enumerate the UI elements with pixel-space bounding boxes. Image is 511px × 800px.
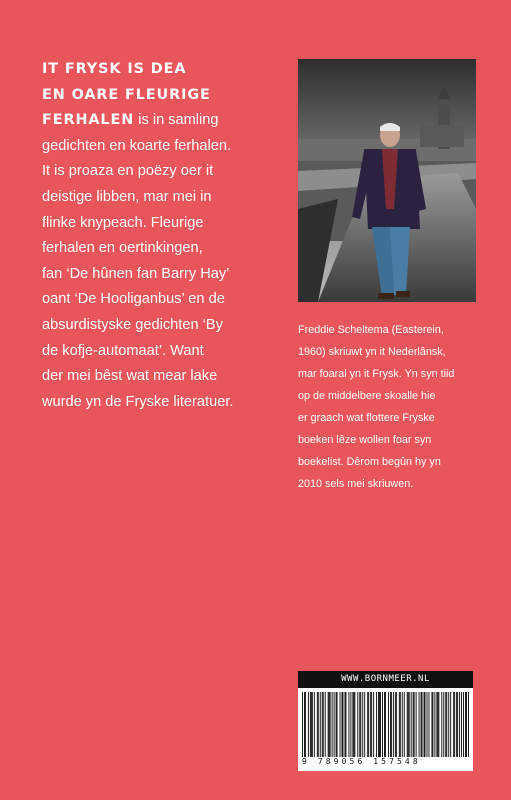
barcode-bar — [345, 692, 346, 757]
barcode-bar — [407, 692, 408, 757]
barcode-bar — [382, 692, 383, 757]
barcode-bar — [368, 692, 369, 757]
barcode-bar — [454, 692, 455, 757]
barcode-bar — [404, 692, 405, 757]
blurb-line: ferhalen en oertinkingen, — [42, 240, 203, 257]
blurb-line: wurde yn de Fryske literatuer. — [42, 393, 234, 410]
barcode-bar — [466, 692, 467, 757]
barcode-bar — [413, 692, 414, 757]
barcode-bar — [446, 692, 447, 757]
barcode-bar — [322, 692, 323, 757]
barcode-bar — [348, 692, 349, 757]
barcode-bar — [465, 692, 466, 757]
barcode-bar — [308, 692, 309, 757]
bio-line: boekelist. Dêrom begûn hy yn — [298, 456, 441, 468]
barcode-bar — [353, 692, 354, 757]
barcode-bar — [434, 692, 435, 757]
isbn-digits: 9 789056 157548 — [302, 757, 421, 766]
isbn-barcode — [302, 692, 469, 757]
blurb-line: It is proaza en poëzy oer it — [42, 163, 214, 180]
author-photo — [298, 59, 476, 302]
barcode-bar — [337, 692, 338, 757]
barcode-bar — [396, 692, 397, 757]
blurb-line: gedichten en koarte ferhalen. — [42, 137, 232, 154]
barcode-bar — [302, 692, 303, 757]
barcode-bar — [362, 692, 363, 757]
barcode-bar — [350, 692, 351, 757]
bio-line: mar foaral yn it Frysk. Yn syn tiid — [298, 368, 455, 380]
barcode-bar — [421, 692, 422, 757]
barcode-bar — [395, 692, 396, 757]
barcode-bar — [456, 692, 457, 757]
bio-line: op de middelbere skoalle hie — [298, 390, 436, 402]
blurb-line: is in samling — [134, 112, 219, 129]
publisher-url: WWW.BORNMEER.NL — [298, 671, 473, 688]
blurb-line: deistige libben, mar mei in — [42, 188, 212, 205]
blurb-line: der mei bêst wat mear lake — [42, 368, 218, 385]
barcode-bar — [378, 692, 379, 757]
barcode-bar — [352, 692, 353, 757]
barcode-bar — [438, 692, 439, 757]
blurb-title-line-3-row — [42, 108, 274, 134]
barcode-bar — [359, 692, 360, 757]
barcode-bar — [379, 692, 380, 757]
barcode-bar — [409, 692, 410, 757]
blurb-line: de kofje-automaat’. Want — [42, 342, 204, 359]
blurb-line: flinke knypeach. Fleurige — [42, 214, 204, 231]
barcode-bar — [340, 692, 341, 757]
barcode-bar — [314, 692, 315, 757]
barcode-bar — [320, 692, 321, 757]
barcode-bar — [425, 692, 426, 757]
blurb-line: oant ‘De Hooliganbus’ en de — [42, 291, 225, 308]
barcode-bar — [402, 692, 403, 757]
barcode-bar — [424, 692, 425, 757]
back-cover-blurb — [42, 57, 274, 415]
bio-line: Freddie Scheltema (Easterein, — [298, 324, 444, 336]
barcode-bar — [354, 692, 355, 757]
barcode-bar — [344, 692, 345, 757]
barcode-bar — [408, 692, 409, 757]
barcode-bar — [393, 692, 394, 757]
barcode-bar — [373, 692, 374, 757]
blurb-line: fan ‘De hûnen fan Barry Hay’ — [42, 265, 230, 282]
barcode-bar — [431, 692, 432, 757]
barcode-bar — [367, 692, 368, 757]
barcode-bar — [463, 692, 464, 757]
barcode-bar — [419, 692, 420, 757]
barcode-bar — [445, 692, 446, 757]
barcode-bar — [437, 692, 438, 757]
isbn-barcode-block — [298, 671, 473, 771]
barcode-bar — [334, 692, 335, 757]
barcode-bar — [432, 692, 433, 757]
barcode-bar — [443, 692, 444, 757]
barcode-bar — [311, 692, 312, 757]
barcode-bar — [336, 692, 337, 757]
barcode-bar — [441, 692, 442, 757]
barcode-bar — [459, 692, 460, 757]
barcode-bar — [332, 692, 333, 757]
barcode-bar — [390, 692, 391, 757]
barcode-bar — [411, 692, 412, 757]
barcode-bar — [399, 692, 400, 757]
barcode-bar — [436, 692, 437, 757]
barcode-bar — [304, 692, 305, 757]
barcode-bar — [328, 692, 329, 757]
bio-line: boeken lêze wollen foar syn — [298, 434, 432, 446]
blurb-title-line-1: IT FRYSK IS DEA — [42, 61, 187, 77]
barcode-bar — [416, 692, 417, 757]
bio-line: 2010 sels mei skriuwen. — [298, 478, 414, 490]
bio-line: er graach wat flottere Fryske — [298, 412, 435, 424]
barcode-bar — [318, 692, 319, 757]
barcode-bar — [357, 692, 358, 757]
barcode-bar — [317, 692, 318, 757]
barcode-bar — [371, 692, 372, 757]
barcode-bar — [461, 692, 462, 757]
barcode-bar — [457, 692, 458, 757]
barcode-bar — [427, 692, 428, 757]
barcode-bar — [325, 692, 326, 757]
barcode-bar — [385, 692, 386, 757]
barcode-bar — [330, 692, 331, 757]
barcode-bar — [448, 692, 449, 757]
barcode-bar — [380, 692, 381, 757]
blurb-line: absurdistyske gedichten ‘By — [42, 316, 223, 333]
barcode-bar — [384, 692, 385, 757]
barcode-bar — [312, 692, 313, 757]
barcode-bar — [376, 692, 377, 757]
barcode-bar — [468, 692, 469, 757]
barcode-bar — [364, 692, 365, 757]
barcode-bar — [329, 692, 330, 757]
blurb-title-line-2: EN OARE FLEURIGE — [42, 86, 211, 103]
barcode-bar — [453, 692, 454, 757]
barcode-bar — [450, 692, 451, 757]
barcode-bar — [388, 692, 389, 757]
barcode-bar — [400, 692, 401, 757]
bio-line: 1960) skriuwt yn it Nederlânsk, — [298, 346, 446, 358]
barcode-bar — [343, 692, 344, 757]
barcode-bar — [414, 692, 415, 757]
barcode-bar — [360, 692, 361, 757]
barcode-bar — [391, 692, 392, 757]
barcode-bar — [305, 692, 306, 757]
barcode-bar — [428, 692, 429, 757]
author-bio — [298, 319, 484, 495]
barcode-bar — [310, 692, 311, 757]
barcode-bar — [323, 692, 324, 757]
barcode-bar — [370, 692, 371, 757]
barcode-bar — [422, 692, 423, 757]
blurb-title-line-3: FERHALEN — [42, 112, 135, 129]
barcode-bar — [342, 692, 343, 757]
